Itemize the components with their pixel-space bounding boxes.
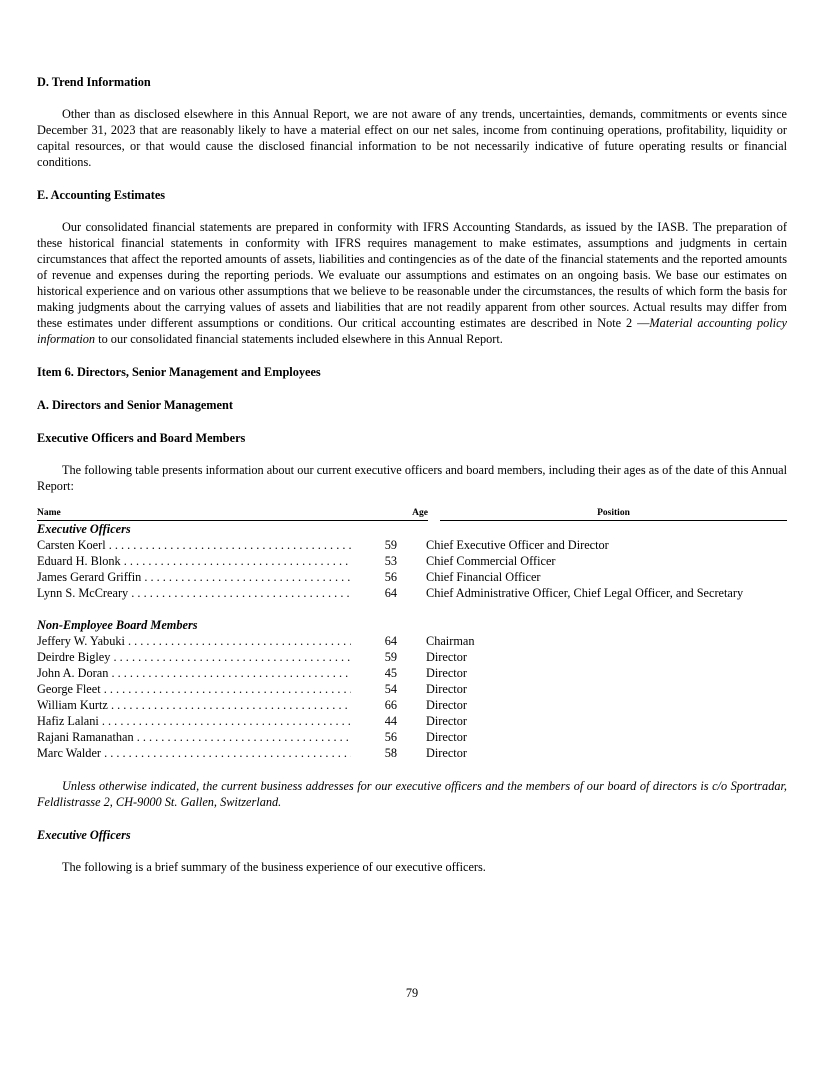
board-member-age: 45 xyxy=(384,666,397,680)
table-row xyxy=(37,665,787,681)
board-member-age: 66 xyxy=(384,698,397,712)
table-row xyxy=(37,537,787,553)
board-member-position: Director xyxy=(426,666,467,680)
table-row xyxy=(37,585,787,601)
executive-officers-group-title: Executive Officers xyxy=(37,522,131,536)
board-member-position: Director xyxy=(426,650,467,664)
trend-information-paragraph: Other than as disclosed elsewhere in this Annual Report, we are not aware of any trends, uncertainties, demands, commitments or events since December 31, 2023 that are reasonably likely to have a material effect on our net sales, income from continuing operations, profitability, liquidity or capital resources, or that would cause the disclosed financial information to be not necessarily indicative of future operating results or financial conditions. xyxy=(37,107,787,169)
table-row xyxy=(37,713,787,729)
table-row xyxy=(37,633,787,649)
officer-position: Chief Administrative Officer, Chief Legal Officer, and Secretary xyxy=(426,586,744,600)
header-position: Position xyxy=(440,508,787,521)
board-member-position: Director xyxy=(426,698,467,712)
officer-position: Chief Financial Officer xyxy=(426,570,541,584)
board-member-name: Marc Walder . . . xyxy=(37,745,351,761)
officer-name: Eduard H. Blonk . . . xyxy=(37,553,351,569)
board-members-group-title: Non-Employee Board Members xyxy=(37,618,198,632)
board-member-position: Director xyxy=(426,682,467,696)
header-name: Name xyxy=(37,508,380,521)
officer-age: 53 xyxy=(384,554,397,568)
executive-board-heading: Executive Officers and Board Members xyxy=(37,431,246,445)
officer-position: Chief Commercial Officer xyxy=(426,554,556,568)
board-member-name: Deirdre Bigley . . . xyxy=(37,649,351,665)
officer-position: Chief Executive Officer and Director xyxy=(426,538,609,552)
board-member-position: Director xyxy=(426,746,467,760)
board-member-age: 59 xyxy=(384,650,397,664)
executive-officers-heading: Executive Officers xyxy=(37,828,131,842)
board-member-name: George Fleet . . . xyxy=(37,681,351,697)
table-row xyxy=(37,697,787,713)
business-address-note: Unless otherwise indicated, the current business addresses for our executive officers and the members of our board of directors is c/o Sportradar, Feldlistrasse 2, CH-9000 St. Gallen, Switzerland. xyxy=(37,779,787,809)
accounting-estimates-paragraph xyxy=(37,219,787,347)
officer-name: Lynn S. McCreary . . . xyxy=(37,585,351,601)
accounting-estimates-text-end: to our consolidated financial statements included elsewhere in this Annual Report. xyxy=(95,332,503,346)
item-6-heading: Item 6. Directors, Senior Management and Employees xyxy=(37,365,321,379)
table-spacer xyxy=(37,601,787,617)
board-member-age: 56 xyxy=(384,730,397,744)
directors-senior-management-heading: A. Directors and Senior Management xyxy=(37,398,233,412)
accounting-estimates-text: Our consolidated financial statements are prepared in conformity with IFRS Accounting Standards, as issued by the IASB. The preparation of these historical financial statements in conformity with IFRS requires management to make estimates, assumptions and judgments in certain circumstances that affect the reported amounts of assets, liabilities and contingencies as of the date of the financial statements and the reported amounts of revenue and expenses during the reporting periods. We evaluate our assumptions and estimates on an ongoing basis. We base our estimates on historical experience and on various other assumptions that we believe to be reasonable under the circumstances, the results of which form the basis for making judgments about the carrying values of assets and liabilities that are not readily apparent from other sources. Actual results may differ from these estimates under different assumptions or conditions. Our critical accounting estimates are described in Note 2 — xyxy=(37,220,787,330)
board-member-name: Rajani Ramanathan . . . xyxy=(37,729,351,745)
board-member-age: 54 xyxy=(384,682,397,696)
note-reference-link: Material accounting policy information xyxy=(37,316,788,346)
trend-information-heading: D. Trend Information xyxy=(37,75,151,89)
board-member-position: Chairman xyxy=(426,634,475,648)
officer-age: 64 xyxy=(384,586,397,600)
table-row xyxy=(37,729,787,745)
table-row xyxy=(37,745,787,761)
header-age: Age xyxy=(380,508,428,521)
officer-age: 56 xyxy=(384,570,397,584)
board-member-age: 58 xyxy=(384,746,397,760)
table-row xyxy=(37,553,787,569)
table-row xyxy=(37,649,787,665)
board-member-age: 64 xyxy=(384,634,397,648)
document-page xyxy=(37,74,787,875)
board-member-position: Director xyxy=(426,714,467,728)
executive-officers-intro: The following is a brief summary of the business experience of our executive officers. xyxy=(62,860,486,874)
page-number: 79 xyxy=(405,986,419,1000)
officer-name: James Gerard Griffin . . . xyxy=(37,569,351,585)
board-member-age: 44 xyxy=(384,714,397,728)
accounting-estimates-heading: E. Accounting Estimates xyxy=(37,188,166,202)
table-row xyxy=(37,681,787,697)
officer-name: Carsten Koerl . . . xyxy=(37,537,351,553)
board-member-name: Jeffery W. Yabuki . . . xyxy=(37,633,351,649)
board-member-name: Hafiz Lalani . . . xyxy=(37,713,351,729)
table-row xyxy=(37,569,787,585)
table-header xyxy=(37,508,787,521)
officer-age: 59 xyxy=(384,538,397,552)
board-member-name: John A. Doran . . . xyxy=(37,665,351,681)
officers-table xyxy=(37,508,787,761)
board-member-name: William Kurtz . . . xyxy=(37,697,351,713)
board-member-position: Director xyxy=(426,730,467,744)
executive-board-intro: The following table presents information about our current executive officers and board members, including their ages as of the date of this Annual Report: xyxy=(37,463,787,493)
